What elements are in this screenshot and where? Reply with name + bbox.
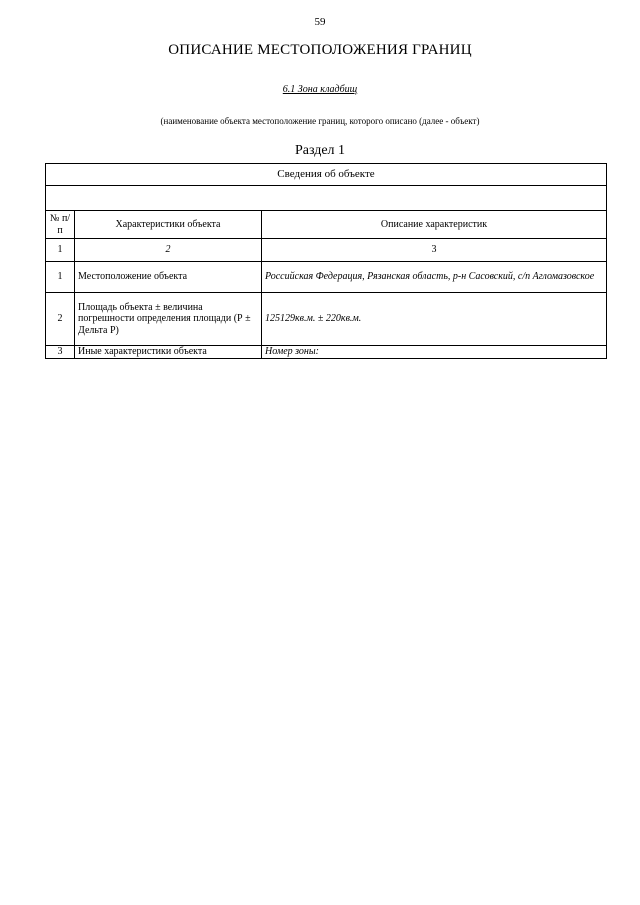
object-name <box>0 84 640 95</box>
table-title: Сведения об объекте <box>46 164 607 186</box>
table-row <box>46 346 607 359</box>
header-number: № п/п <box>46 211 75 239</box>
page-number: 59 <box>314 16 326 28</box>
object-caption: (наименование объекта местоположение границ, которого описано (далее - объект) <box>160 116 480 126</box>
header-characteristic: Характеристики объекта <box>75 211 262 239</box>
table-header-row <box>46 211 607 239</box>
row-number: 1 <box>46 262 75 293</box>
header-description: Описание характеристик <box>262 211 607 239</box>
row-description: Номер зоны: <box>262 346 607 359</box>
table-index-row <box>46 239 607 262</box>
row-characteristic: Иные характеристики объекта <box>75 346 262 359</box>
row-description: Российская Федерация, Рязанская область, р-н Сасовский, с/п Агломазовское <box>262 262 607 293</box>
index-cell: 3 <box>262 239 607 262</box>
row-number: 3 <box>46 346 75 359</box>
document-title: ОПИСАНИЕ МЕСТОПОЛОЖЕНИЯ ГРАНИЦ <box>168 42 472 58</box>
row-characteristic: Площадь объекта ± величина погрешности определения площади (Р ± Дельта Р) <box>75 293 262 346</box>
table-row <box>46 262 607 293</box>
row-description: 125129кв.м. ± 220кв.м. <box>262 293 607 346</box>
table-blank-cell <box>46 186 607 211</box>
table-title-row <box>46 164 607 186</box>
index-cell: 2 <box>75 239 262 262</box>
row-number: 2 <box>46 293 75 346</box>
object-info-table <box>45 163 607 359</box>
index-cell: 1 <box>46 239 75 262</box>
table-blank-row <box>46 186 607 211</box>
object-name-text: 6.1 Зона кладбищ <box>282 84 358 95</box>
table-row <box>46 293 607 346</box>
section-title: Раздел 1 <box>294 143 346 158</box>
row-characteristic: Местоположение объекта <box>75 262 262 293</box>
